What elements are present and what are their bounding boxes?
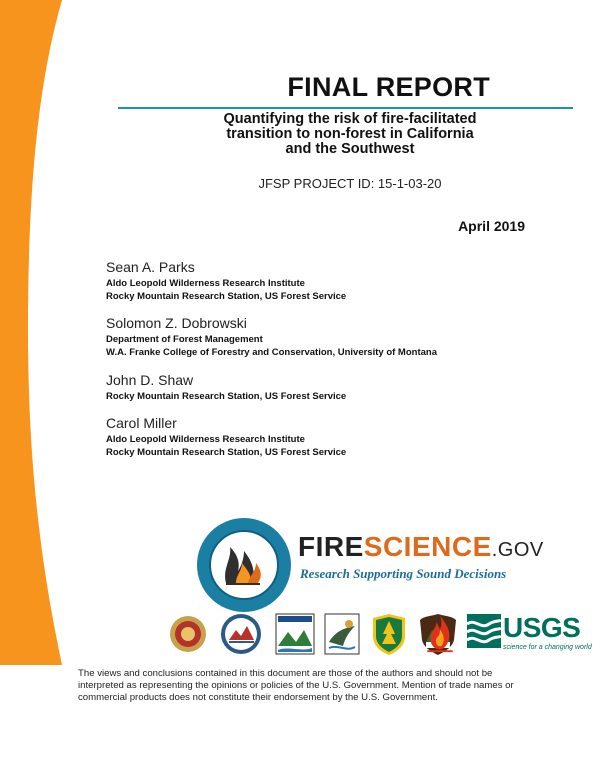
author-affiliation: Rocky Mountain Research Station, US Forest Service	[106, 446, 347, 458]
usgs-tagline: science for a changing world	[503, 644, 592, 651]
title-divider	[118, 107, 573, 109]
author-affiliation: W.A. Franke College of Forestry and Conservation, University of Montana	[106, 346, 437, 358]
author-block	[106, 372, 346, 404]
disclaimer: The views and conclusions contained in this document are those of the authors and should not be interpreted as representing the opinions or policies of the U.S. Government. Mention of trade names or commercial products does not constitute their endorsement by the U.S. Government.	[78, 668, 514, 703]
project-id: JFSP PROJECT ID: 15-1-03-20	[258, 176, 442, 191]
usfs-shield-logo	[369, 612, 409, 656]
bia-seal-logo	[168, 612, 208, 656]
wordmark-fire: FIRE	[298, 531, 364, 562]
usgs-wave-icon	[467, 614, 501, 648]
author-block	[106, 259, 346, 303]
subtitle-line: and the Southwest	[285, 141, 415, 157]
usgs-logo	[467, 612, 592, 656]
report-title: FINAL REPORT	[287, 72, 490, 102]
author-name: Sean A. Parks	[106, 259, 195, 275]
firescience-wordmark	[298, 532, 544, 565]
usgs-text: USGS	[503, 612, 581, 643]
subtitle-line: transition to non-forest in California	[226, 126, 474, 142]
author-affiliation: Rocky Mountain Research Station, US Forest Service	[106, 290, 347, 302]
author-affiliation: Aldo Leopold Wilderness Research Institute	[106, 278, 305, 289]
blm-logo	[272, 612, 318, 656]
office-of-wildland-fire-logo	[420, 610, 460, 656]
author-name: Solomon Z. Dobrowski	[106, 315, 247, 331]
author-name: John D. Shaw	[106, 372, 194, 388]
jfsp-seal-logo	[196, 517, 292, 613]
wordmark-science: SCIENCE	[363, 531, 492, 562]
fws-logo	[323, 612, 361, 656]
author-name: Carol Miller	[106, 415, 177, 431]
doi-seal-logo	[218, 612, 264, 656]
author-block	[106, 415, 346, 459]
report-subtitle	[150, 112, 550, 157]
wordmark-gov: .GOV	[491, 539, 544, 561]
firescience-tagline: Research Supporting Sound Decisions	[300, 566, 507, 581]
author-block	[106, 315, 437, 359]
author-affiliation: Department of Forest Management	[106, 334, 263, 345]
subtitle-line: Quantifying the risk of fire-facilitated	[223, 111, 477, 127]
author-affiliation: Aldo Leopold Wilderness Research Institute	[106, 434, 305, 445]
author-affiliation: Rocky Mountain Research Station, US Forest Service	[106, 391, 347, 402]
report-date: April 2019	[458, 218, 525, 234]
